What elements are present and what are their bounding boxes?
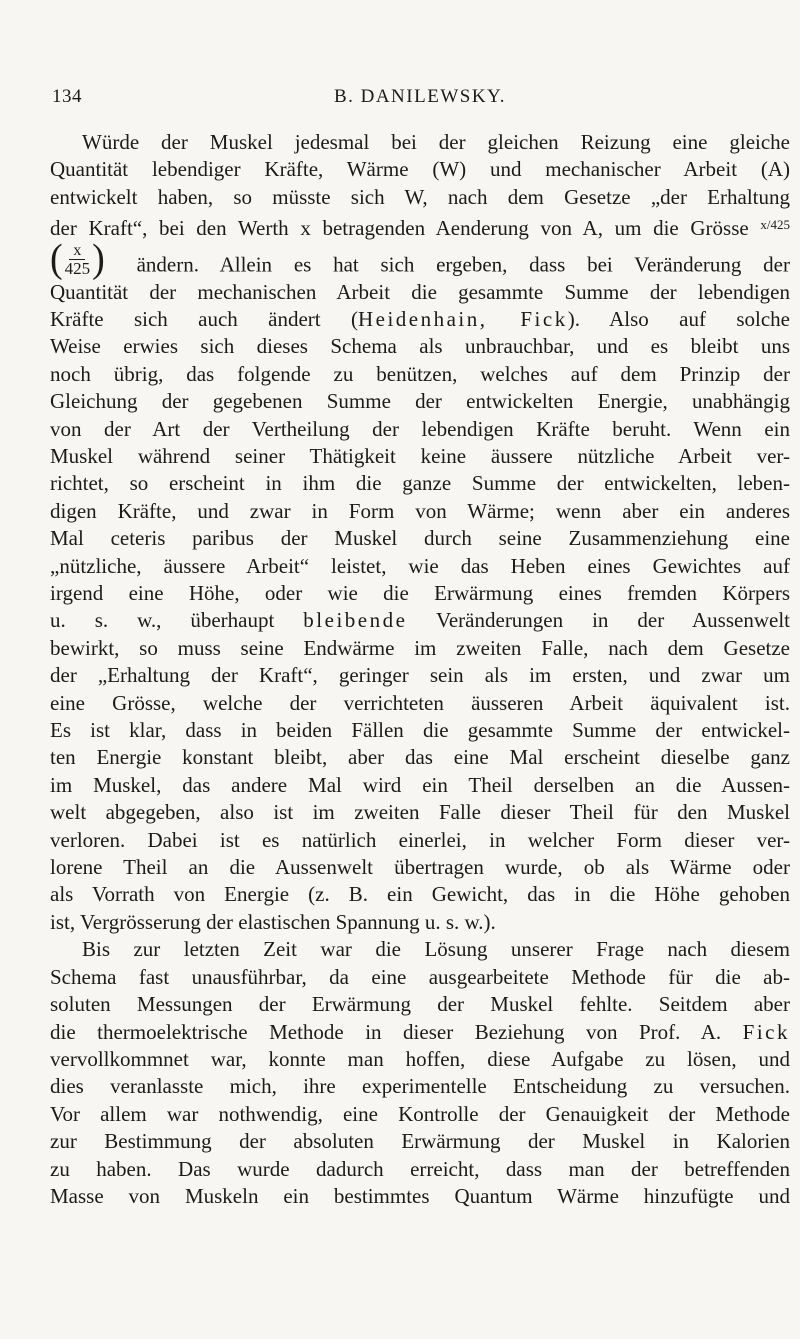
text-line: Quantität der mechanischen Arbeit die gesammte Summe der lebendigen <box>50 279 790 304</box>
text-line-with-fraction <box>50 237 791 282</box>
text-line: digen Kräfte, und zwar in Form von Wärme; wenn aber ein anderes <box>50 498 790 523</box>
text-line <box>50 607 790 634</box>
text-line: Mal ceteris paribus der Muskel durch seine Zusammenziehung eine <box>50 526 790 551</box>
text-span: ). Also auf solche <box>567 306 790 331</box>
text-line: eine Grösse, welche der verrichteten äusseren Arbeit äquivalent ist. <box>50 690 790 715</box>
text-line: Muskel während seiner Thätigkeit keine äussere nützliche Arbeit ver- <box>50 443 790 468</box>
text-span: der Kraft“, bei den Werth x betragenden Aenderung von A, um die Grösse <box>50 216 749 241</box>
text-span: Veränderungen in der Aussenwelt <box>407 608 790 633</box>
fraction-numerator: x <box>69 243 85 260</box>
text-line: richtet, so erscheint in ihm die ganze Summe der entwickelten, leben- <box>50 471 790 496</box>
text-line: dies veranlasste mich, ihre experimentelle Entscheidung zu versuchen. <box>50 1074 790 1099</box>
text-line: noch übrig, das folgende zu benützen, welches auf dem Prinzip der <box>50 361 790 386</box>
text-line: Es ist klar, dass in beiden Fällen die gesammte Summe der entwickel- <box>50 718 790 743</box>
fraction-denominator: 425 <box>64 258 91 278</box>
page-header <box>50 86 790 112</box>
text-line: Bis zur letzten Zeit war die Lösung unserer Frage nach diesem <box>82 937 790 962</box>
right-paren: ) <box>92 237 105 282</box>
text-span: die thermoelektrische Methode in dieser Beziehung von Prof. A. <box>50 1019 743 1044</box>
text-line: im Muskel, das andere Mal wird ein Theil derselben an die Aussen- <box>50 772 790 797</box>
inline-fraction: x/425 <box>760 217 790 233</box>
text-line: welt abgegeben, also ist im zweiten Falle dieser Theil für den Muskel <box>50 800 790 825</box>
text-line: ten Energie konstant bleibt, aber das eine Mal erscheint dieselbe ganz <box>50 745 790 770</box>
text-span: ändern. Allein es hat sich ergeben, dass bei Veränderung der <box>136 252 791 277</box>
text-line: entwickelt haben, so müsste sich W, nach dem Gesetze „der Erhaltung <box>50 184 790 209</box>
text-line: Schema fast unausführbar, da eine ausgearbeitete Methode für die ab- <box>50 964 790 989</box>
text-line: verloren. Dabei ist es natürlich einerlei, in welcher Form dieser ver- <box>50 827 790 852</box>
text-line: Weise erwies sich dieses Schema als unbrauchbar, und es bleibt uns <box>50 334 790 359</box>
text-span: u. s. w., überhaupt <box>50 608 304 633</box>
text-line <box>50 211 790 242</box>
text-line: zur Bestimmung der absoluten Erwärmung der Muskel in Kalorien <box>50 1129 790 1154</box>
body-text <box>50 129 790 1210</box>
text-line: Quantität lebendiger Kräfte, Wärme (W) und mechanischer Arbeit (A) <box>50 157 790 182</box>
text-line: bewirkt, so muss seine Endwärme im zweiten Falle, nach dem Gesetze <box>50 635 790 660</box>
fraction <box>63 243 93 277</box>
text-line: irgend eine Höhe, oder wie die Erwärmung eines fremden Körpers <box>50 581 790 605</box>
text-span: Kräfte sich auch ändert ( <box>50 306 358 331</box>
emphasis-text: bleibende <box>303 608 408 633</box>
fraction-formula <box>50 237 105 282</box>
text-line: von der Art der Vertheilung der lebendigen Kräfte beruht. Wenn ein <box>50 416 790 441</box>
paragraph-2 <box>50 936 790 1210</box>
text-line <box>50 306 790 333</box>
text-line: vervollkommnet war, konnte man hoffen, diese Aufgabe zu lösen, und <box>50 1046 790 1071</box>
text-line: der „Erhaltung der Kraft“, geringer sein als im ersten, und zwar um <box>50 663 790 688</box>
text-line: Masse von Muskeln ein bestimmtes Quantum Wärme hinzufügte und <box>50 1183 790 1208</box>
text-line: Würde der Muskel jedesmal bei der gleichen Reizung eine gleiche <box>82 130 790 154</box>
text-line: Vor allem war nothwendig, eine Kontrolle der Genauigkeit der Methode <box>50 1101 790 1126</box>
text-line: als Vorrath von Energie (z. B. ein Gewicht, das in die Höhe gehoben <box>50 882 790 907</box>
author-names: Heidenhain, Fick <box>357 306 568 331</box>
paragraph-1 <box>50 129 790 936</box>
text-line: Gleichung der gegebenen Summe der entwickelten Energie, unabhängig <box>50 389 790 414</box>
author-name: Fick <box>742 1019 790 1044</box>
text-line: zu haben. Das wurde dadurch erreicht, dass man der betreffenden <box>50 1156 790 1181</box>
running-head: B. DANILEWSKY. <box>333 86 507 107</box>
text-line: lorene Theil an die Aussenwelt übertragen wurde, ob als Wärme oder <box>50 855 790 880</box>
left-paren: ( <box>50 237 63 282</box>
page-number: 134 <box>52 86 82 107</box>
text-line: ist, Vergrösserung der elastischen Spannung u. s. w.). <box>50 909 496 934</box>
text-line: „nützliche, äussere Arbeit“ leistet, wie das Heben eines Gewichtes auf <box>50 553 790 578</box>
text-line: soluten Messungen der Erwärmung der Muskel fehlte. Seitdem aber <box>50 992 790 1017</box>
text-line <box>50 1019 790 1046</box>
